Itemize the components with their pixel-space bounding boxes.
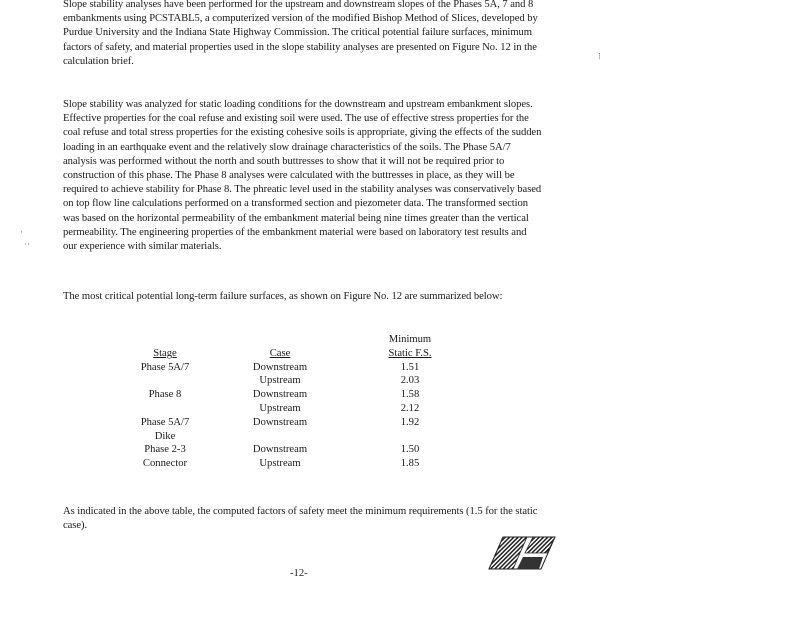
cell-stage: [120, 402, 210, 416]
paragraph-conclusion: As indicated in the above table, the computed factors of safety meet the minimum requirements (1.5 for the static case).: [63, 506, 538, 532]
table-row: [120, 374, 470, 388]
paragraph-summary-lead: The most critical potential long-term failure surfaces, as shown on Figure No. 12 are summarized below:: [63, 291, 503, 302]
cell-case: Downstream: [252, 361, 308, 373]
cell-fs: 1.50: [400, 444, 420, 456]
cell-fs: 2.03: [400, 375, 420, 387]
scan-speck: ⁝: [598, 51, 601, 61]
cell-stage: Phase 5A/7: [140, 361, 190, 373]
cell-case: Upstream: [259, 402, 301, 414]
scan-speck: ··: [24, 239, 30, 249]
table-row: [120, 430, 470, 444]
cell-case: Upstream: [259, 458, 301, 470]
cell-stage: Phase 5A/7: [140, 416, 190, 428]
header-case: Case: [269, 347, 291, 359]
cell-stage: Phase 8: [148, 389, 182, 401]
cell-fs: 1.92: [400, 416, 420, 428]
cell-stage: [120, 374, 210, 388]
cell-case: Downstream: [252, 444, 308, 456]
table-row: [120, 443, 470, 457]
table-row: [120, 361, 470, 375]
cell-fs: [350, 430, 470, 444]
page-number: -12-: [290, 568, 308, 579]
cell-fs: 2.12: [400, 402, 420, 414]
cell-stage: Phase 2-3: [144, 444, 186, 456]
cell-case: Downstream: [252, 389, 308, 401]
cell-case: Downstream: [252, 416, 308, 428]
table-row: [120, 457, 470, 471]
header-stage: Stage: [153, 347, 177, 359]
table-row: [120, 388, 470, 402]
cell-fs: 1.58: [400, 389, 420, 401]
cell-case: Upstream: [259, 375, 301, 387]
cell-stage: Dike: [154, 430, 176, 442]
cell-stage: Connector: [142, 458, 188, 470]
scan-speck: ·: [20, 227, 23, 237]
cell-fs: 1.85: [400, 458, 420, 470]
company-logo-stamp: [483, 533, 558, 573]
table-row: [120, 402, 470, 416]
cell-fs: 1.51: [400, 361, 420, 373]
cell-case: [210, 430, 350, 444]
table-row: [120, 416, 470, 430]
header-static-fs: Static F.S.: [388, 347, 432, 359]
header-minimum: Minimum: [388, 334, 432, 345]
factor-of-safety-table: [120, 333, 470, 471]
paragraph-intro: Slope stability analyses have been performed for the upstream and downstream slopes of the Phases 5A, 7 and 8 embankments using PCSTABL5, a computerized version of the modified Bishop Method of Slices, developed by Purdue University and the Indiana State Highway Commission. The critical potential failure surfaces, minimum factors of safety, and material properties used in the slope stability analyses are presented on Figure No. 12 in the calculation brief.: [63, 0, 538, 67]
paragraph-analysis: Slope stability was analyzed for static loading conditions for the downstream and upstream embankment slopes. Effective properties for the coal refuse and existing soil were used. The use of effective stress properties for the coal refuse and total stress properties for the existing cohesive soils is appropriate, giving the effects of the sudden loading in an earthquake event and the relatively slow drainage characteristics of the soils. The Phase 5A/7 analysis was performed without the north and south buttresses to show that it will not be required prior to construction of this phase. The Phase 8 analyses were calculated with the buttresses in place, as they will be required to achieve stability for Phase 8. The phreatic level used in the stability analyses was conservatively based on top flow line calculations performed on a transformed section and piezometer data. The transformed section was based on the horizontal permeability of the embankment material being nine times greater than the vertical permeability. The engineering properties of the embankment material were based on laboratory test results and our experience with similar materials.: [63, 99, 542, 253]
